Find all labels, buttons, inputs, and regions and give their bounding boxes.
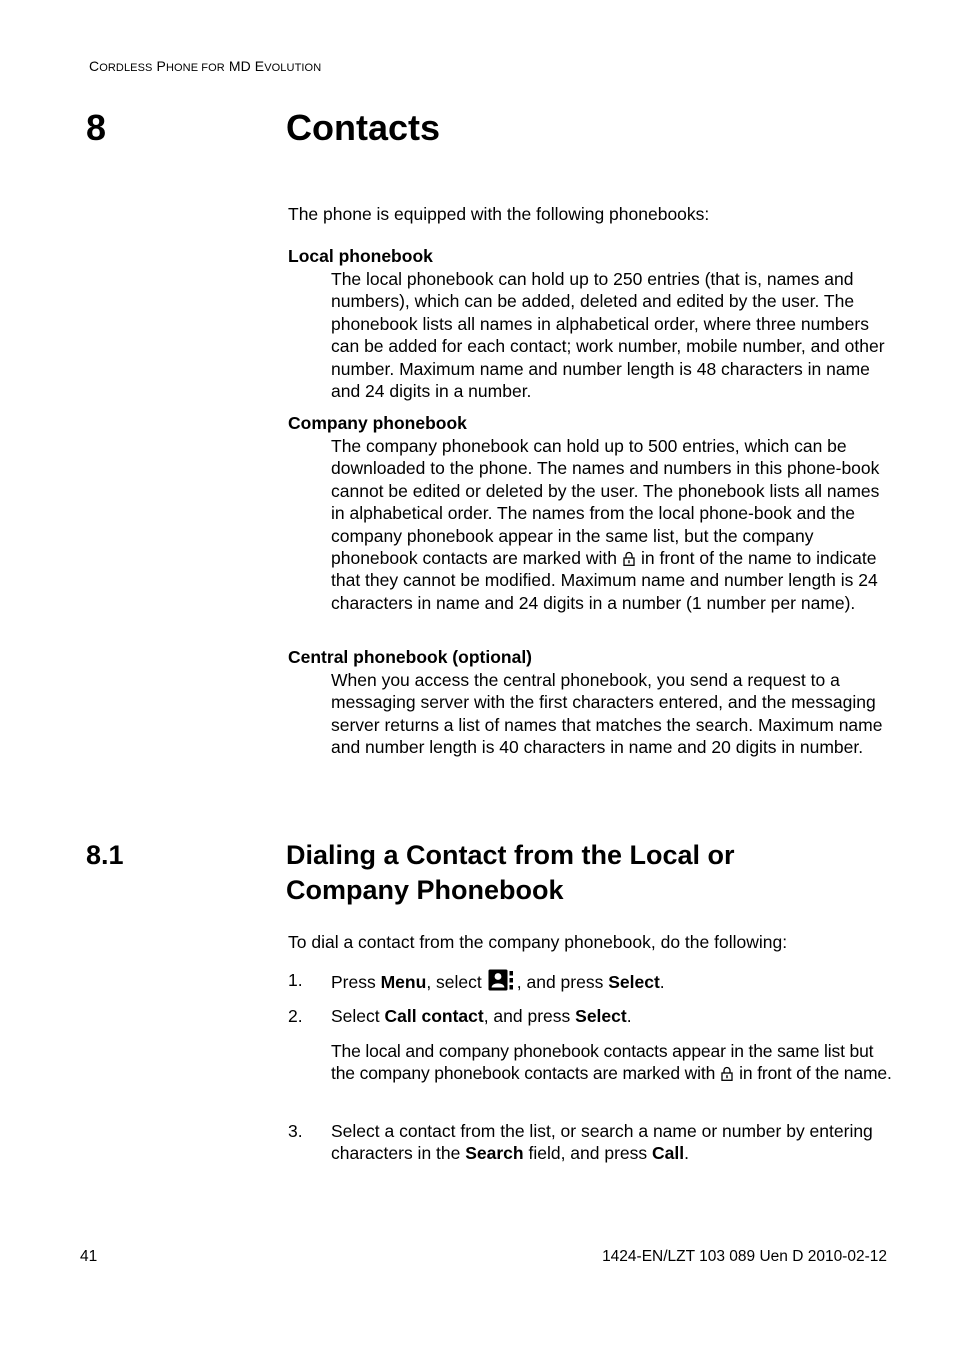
step-3-text-a: Select a contact from the list, or search a name or number by entering characters in the — [331, 1121, 873, 1164]
running-header — [89, 58, 321, 74]
step-2-text-c: . — [626, 1006, 632, 1026]
step-3-text — [331, 1120, 897, 1165]
step-3-text-b: field, and press — [523, 1143, 653, 1164]
step-1-text-c: , and press — [516, 972, 609, 992]
step-1-text-d: . — [659, 972, 665, 992]
document-reference: 1424-EN/LZT 103 089 Uen D 2010-02-12 — [602, 1248, 887, 1265]
header-cap-3: MD E — [228, 58, 265, 74]
description-company-part1: The company phonebook can hold up to 500 entries, which can be downloaded to the phone. The names and numbers in this phone-book cannot be edited or deleted by the user. The phonebook lists all names in alphabetical order. The names from the local phone-book and the company phonebook appear in the same list, but the company phonebook contacts are marked with — [331, 436, 880, 569]
header-small-2: HONE FOR — [165, 62, 225, 74]
step-2-note-part2: in front of the name. — [739, 1063, 892, 1084]
step-1-select-label: Select — [608, 972, 660, 992]
step-2-number: 2. — [288, 1006, 303, 1026]
section-number: 8.1 — [86, 840, 124, 870]
description-central-phonebook: When you access the central phonebook, you send a request to a messaging server with the first characters entered, and the messaging server returns a list of names that matches the search. Maximum name and number length is 40 characters in name and 20 digits in number. — [331, 670, 883, 758]
step-2-text-b: , and press — [483, 1006, 576, 1026]
step-2-text-a: Select — [331, 1006, 385, 1026]
step-3-call-label: Call — [652, 1143, 685, 1164]
header-cap-1: C — [89, 58, 100, 74]
step-1-number: 1. — [288, 970, 303, 990]
contacts-icon — [488, 969, 514, 991]
step-1-text-b: , select — [426, 972, 482, 992]
step-1-menu-label: Menu — [380, 972, 427, 992]
step-1-text — [331, 969, 897, 993]
description-company-phonebook — [331, 435, 897, 614]
step-1-text-a: Press — [331, 972, 381, 992]
section-title: Dialing a Contact from the Local or Company Phonebook — [286, 840, 735, 905]
lock-icon — [721, 1064, 733, 1079]
chapter-title: Contacts — [286, 107, 441, 148]
step-2-call-contact-label: Call contact — [384, 1006, 484, 1026]
step-2-text — [331, 1005, 897, 1027]
step-2-select-label: Select — [575, 1006, 627, 1026]
header-small-1: ORDLESS — [99, 62, 153, 74]
description-local-phonebook: The local phonebook can hold up to 250 entries (that is, names and numbers), which can be added, deleted and edited by the user. The phonebook lists all names in alphabetical order, where three numbers can be added for each contact; work number, mobile number, and other number. Maximum name and number length is 48 characters in name and 24 digits in a number. — [331, 269, 885, 402]
intro-paragraph: The phone is equipped with the following phonebooks: — [288, 204, 710, 224]
lock-icon — [623, 549, 635, 564]
header-cap-2: P — [156, 58, 166, 74]
term-local-phonebook: Local phonebook — [288, 246, 433, 266]
step-3-text-c: . — [684, 1143, 689, 1164]
description-company-part2: in front of the name to indicate that they cannot be modified. Maximum name and number length is 24 characters in name and 24 digits in a number (1 number per name). — [331, 548, 878, 613]
step-2-note-part1: The local and company phonebook contacts appear in the same list but the company phonebook contacts are marked with — [331, 1041, 874, 1084]
step-2-note — [331, 1040, 897, 1085]
term-company-phonebook: Company phonebook — [288, 413, 467, 433]
header-small-3: VOLUTION — [264, 62, 322, 74]
section-intro: To dial a contact from the company phonebook, do the following: — [288, 932, 788, 952]
step-3-search-label: Search — [465, 1143, 524, 1164]
page-number: 41 — [80, 1248, 98, 1265]
term-central-phonebook: Central phonebook (optional) — [288, 647, 533, 667]
chapter-number: 8 — [86, 107, 107, 148]
step-3-number: 3. — [288, 1121, 303, 1141]
